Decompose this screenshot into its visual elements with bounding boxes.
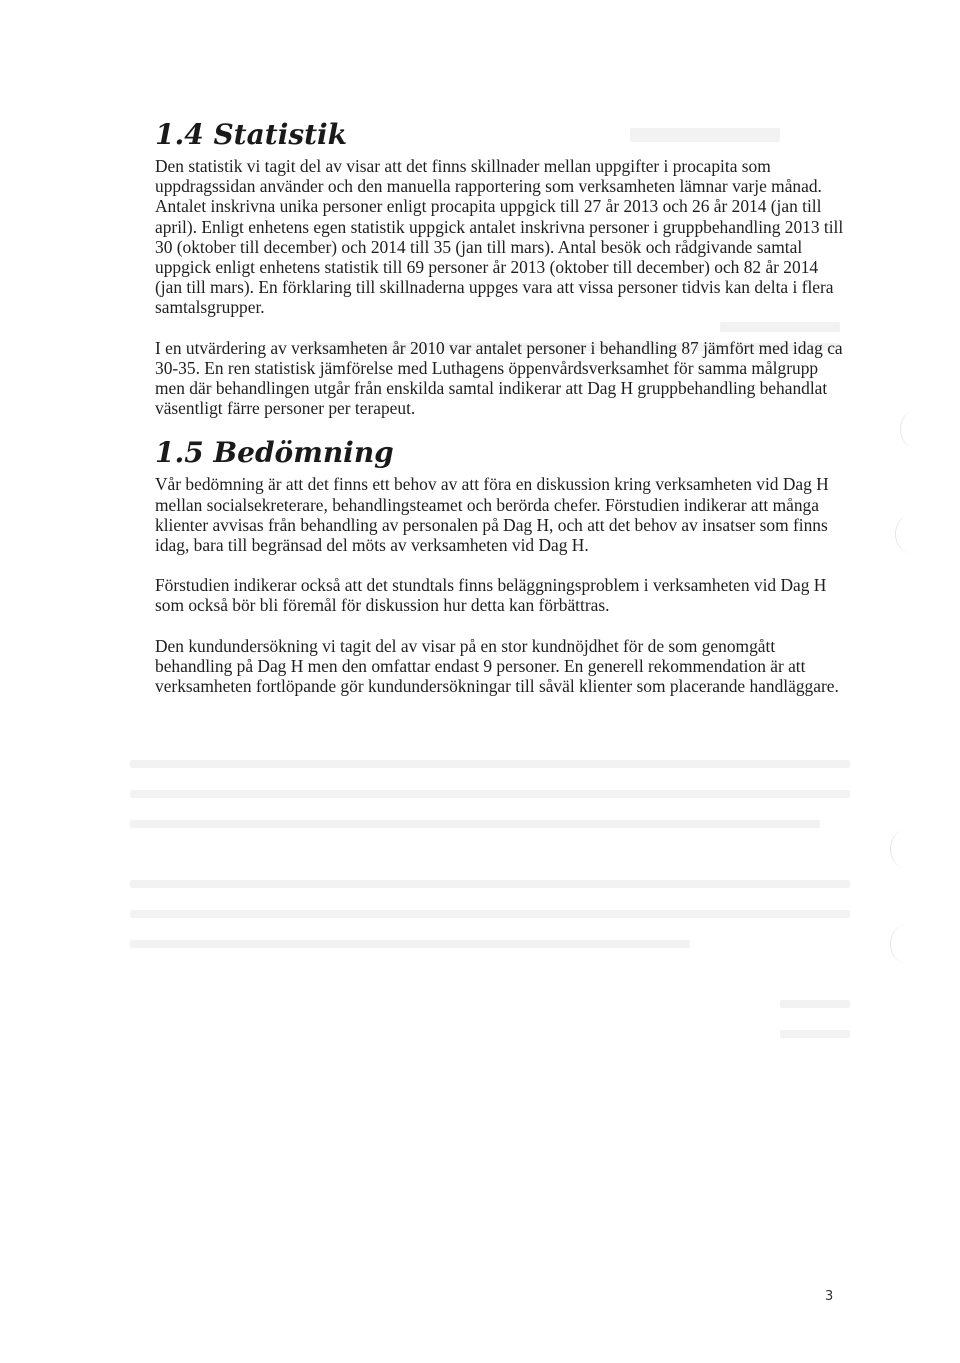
section-bedomning [155,436,845,696]
bleed-through-shadow [130,910,850,918]
page-number: 3 [825,1289,834,1304]
bleed-through-shadow [780,1030,850,1038]
punch-hole-mark [890,925,921,963]
paragraph: Den kundundersökning vi tagit del av visar på en stor kundnöjdhet för de som genomgått behandling på Dag H men den omfattar endast 9 personer. En generell rekommendation är att verksamheten fortlöpande gör kundundersökningar till såväl klienter som placerande handläggare. [155,635,839,697]
section-statistik [155,118,845,418]
bleed-through-shadow [130,880,850,888]
section-heading: 1.5 Bedömning [155,436,394,470]
paragraph: I en utvärdering av verksamheten år 2010 var antalet personer i behandling 87 jämfört med idag ca 30-35. En ren statistisk jämförelse med Luthagens öppenvårdsverksamhet för samma målgrupp men där behandlingen utgår från enskilda samtal indikerar att Dag H gruppbehandling behandlat väsentligt färre personer per terapeut. [155,337,843,419]
bleed-through-shadow [130,940,690,948]
punch-hole-mark [895,515,926,553]
bleed-through-shadow [130,820,820,828]
bleed-through-shadow [780,1000,850,1008]
document-body [155,118,845,716]
section-heading: 1.4 Statistik [155,118,348,151]
bleed-through-shadow [130,760,850,768]
paragraph: Förstudien indikerar också att det stundtals finns beläggningsproblem i verksamheten vid Dag H som också bör bli föremål för diskussion hur detta kan förbättras. [155,575,827,616]
paragraph: Vår bedömning är att det finns ett behov av att föra en diskussion kring verksamheten vid Dag H mellan socialsekreterare, behandlingsteamet och berörda chefer. Förstudien indikerar att många klienter avvisas från behandling av personalen på Dag H, och att det behov av insatser som finns idag, bara till begränsad del möts av verksamheten vid Dag H. [155,474,829,556]
punch-hole-mark [890,830,921,868]
bleed-through-shadow [130,790,850,798]
paragraph: Den statistik vi tagit del av visar att det finns skillnader mellan uppgifter i procapita som uppdragssidan använder och den manuella rapportering som verksamheten lämnar varje månad. Antalet inskrivna unika personer enligt procapita uppgick till 27 år 2013 och 26 år 2014 (jan till april). Enligt enhetens egen statistik uppgick antalet inskrivna personer i gruppbehandling 2013 till 30 (oktober till december) och 2014 till 35 (jan till mars). Antal besök och rådgivande samtal uppgick enligt enhetens statistik till 69 personer år 2013 (oktober till december) och 82 år 2014 (jan till mars). En förklaring till skillnaderna uppges vara att vissa personer tidvis kan delta i flera samtalsgrupper. [155,156,844,318]
punch-hole-mark [900,410,931,448]
